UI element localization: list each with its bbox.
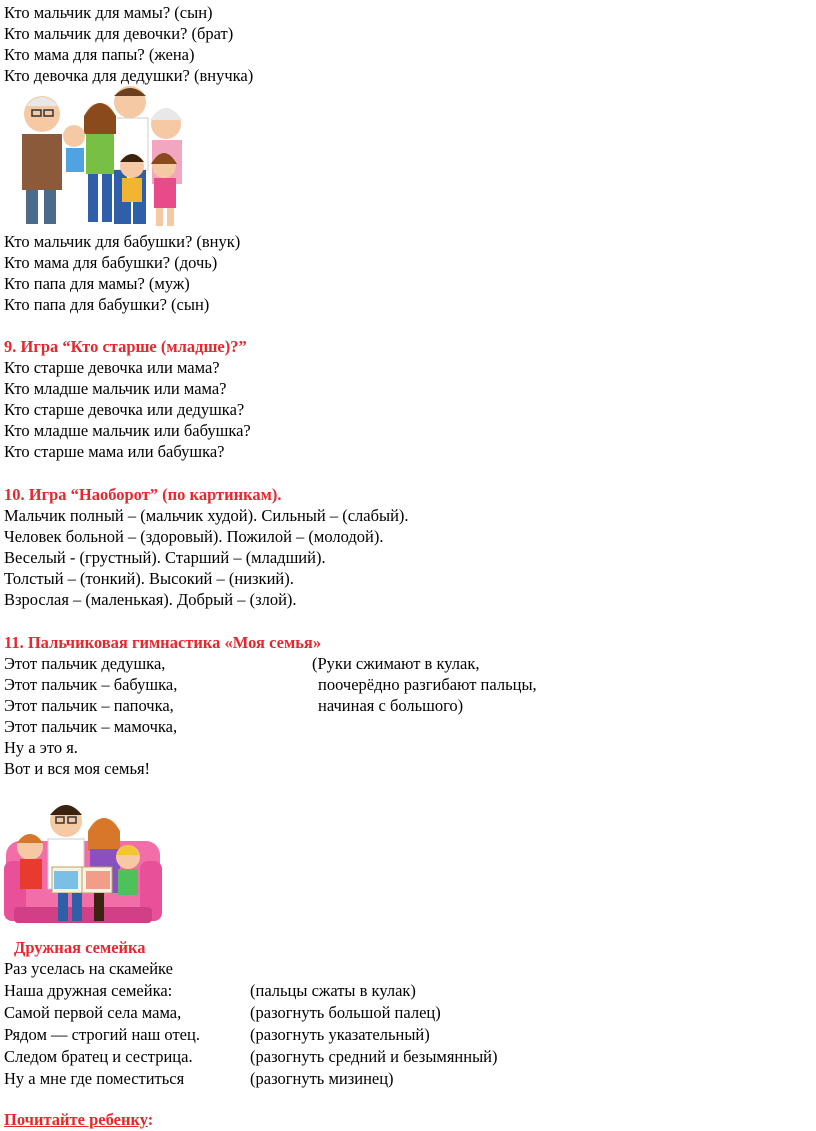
text-line: Ну а мне где поместиться: [4, 1069, 185, 1088]
instruction-line: (Руки сжимают в кулак,: [312, 654, 480, 673]
text-line: Мальчик полный – (мальчик худой). Сильный – (слабый).: [4, 506, 409, 525]
text-line: Кто девочка для дедушки? (внучка): [4, 66, 254, 85]
instruction-line: (разогнуть большой палец): [250, 1003, 441, 1022]
text-line: Кто папа для бабушки? (сын): [4, 295, 210, 314]
text-line: Кто старше мама или бабушка?: [4, 442, 225, 461]
instruction-line: (разогнуть указательный): [250, 1025, 430, 1044]
text-line: Этот пальчик дедушка,: [4, 654, 166, 673]
text-line: Этот пальчик – бабушка,: [4, 675, 178, 694]
text-line: Вот и вся моя семья!: [4, 759, 151, 778]
text-line: Кто младше мальчик или бабушка?: [4, 421, 251, 440]
footer-heading-colon: :: [147, 1110, 154, 1129]
poem-heading: Дружная семейка: [14, 938, 146, 957]
text-line: Человек больной – (здоровый). Пожилой – (молодой).: [4, 527, 384, 546]
text-line: Раз уселась на скамейке: [4, 959, 173, 978]
text-line: Рядом — строгий наш отец.: [4, 1025, 200, 1044]
text-line: Веселый - (грустный). Старший – (младший).: [4, 548, 326, 567]
text-line: Кто папа для мамы? (муж): [4, 274, 190, 293]
text-line: Кто старше девочка или дедушка?: [4, 400, 245, 419]
text-line: Кто младше мальчик или мама?: [4, 379, 227, 398]
text-line: Этот пальчик – папочка,: [4, 696, 174, 715]
section-heading: 9. Игра “Кто старше (младше)?”: [4, 337, 247, 356]
instruction-line: (разогнуть средний и безымянный): [250, 1047, 498, 1066]
text-line: Следом братец и сестрица.: [4, 1047, 193, 1066]
text-line: Кто мама для бабушки? (дочь): [4, 253, 218, 272]
text-line: Кто мальчик для мамы? (сын): [4, 3, 213, 22]
text-line: Ну а это я.: [4, 738, 78, 757]
family-illustration: [4, 86, 200, 230]
text-line: Этот пальчик – мамочка,: [4, 717, 178, 736]
text-line: Наша дружная семейка:: [4, 981, 173, 1000]
footer-heading-text: Почитайте ребенку: [4, 1110, 148, 1129]
instruction-line: поочерёдно разгибают пальцы,: [318, 675, 537, 694]
instruction-line: начиная с большого): [318, 696, 464, 715]
instruction-line: (разогнуть мизинец): [250, 1069, 394, 1088]
text-line: Кто мальчик для девочки? (брат): [4, 24, 234, 43]
instruction-line: (пальцы сжаты в кулак): [250, 981, 416, 1000]
footer-heading: [4, 1109, 153, 1130]
text-line: Толстый – (тонкий). Высокий – (низкий).: [4, 569, 294, 588]
family-reading-illustration: [4, 801, 162, 931]
section-heading: 10. Игра “Наоборот” (по картинкам).: [4, 485, 282, 504]
text-line: Кто мальчик для бабушки? (внук): [4, 232, 241, 251]
text-line: Кто старше девочка или мама?: [4, 358, 220, 377]
text-line: Кто мама для папы? (жена): [4, 45, 195, 64]
section-heading: 11. Пальчиковая гимнастика «Моя семья»: [4, 633, 322, 652]
text-line: Взрослая – (маленькая). Добрый – (злой).: [4, 590, 297, 609]
text-line: Самой первой села мама,: [4, 1003, 182, 1022]
